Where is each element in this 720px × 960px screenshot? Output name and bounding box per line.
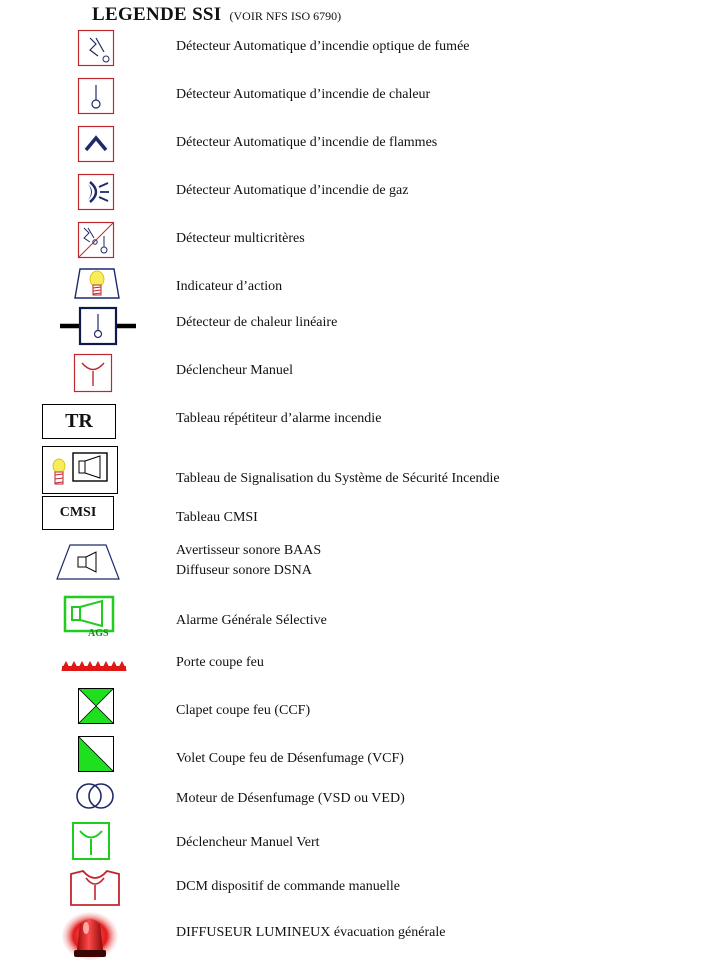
- legend-label-evacuation-beacon: DIFFUSEUR LUMINEUX évacuation générale: [176, 925, 446, 940]
- legend-label-smoke-fan-motor: Moteur de Désenfumage (VSD ou VED): [176, 791, 405, 806]
- evacuation-beacon-icon: [62, 912, 118, 960]
- page-title: [92, 4, 341, 26]
- heat-detector-icon: [78, 78, 114, 114]
- fire-door-icon: [62, 659, 126, 671]
- smoke-fan-motor-icon: [74, 782, 116, 810]
- legend-label-sounder-baas: Avertisseur sonore BAAS: [176, 543, 322, 558]
- legend-label-multicriteria-detector: Détecteur multicritères: [176, 231, 305, 246]
- flame-detector-icon: [78, 126, 114, 162]
- legend-label-green-manual-call-point: Déclencheur Manuel Vert: [176, 835, 320, 850]
- legend-label-smoke-shutter: Volet Coupe feu de Désenfumage (VCF): [176, 751, 404, 766]
- legend-label-cmsi-panel: Tableau CMSI: [176, 510, 258, 525]
- selective-alarm-box-text: AGS: [88, 628, 109, 639]
- legend-label-signalling-panel: Tableau de Signalisation du Système de Sécurité Incendie: [176, 471, 500, 486]
- legend-title: LEGENDE SSI: [92, 4, 222, 25]
- legend-subtitle: (VOIR NFS ISO 6790): [229, 9, 342, 23]
- legend-label-fire-damper: Clapet coupe feu (CCF): [176, 703, 311, 718]
- legend-label-smoke-detector: Détecteur Automatique d’incendie optique de fumée: [176, 39, 470, 54]
- legend-label-gas-detector: Détecteur Automatique d’incendie de gaz: [176, 183, 409, 198]
- selective-alarm-icon: [64, 596, 114, 632]
- green-manual-call-point-icon: [72, 822, 110, 860]
- smoke-shutter-icon: [78, 736, 114, 772]
- manual-call-point-icon: [74, 354, 112, 392]
- fire-damper-icon: [78, 688, 114, 724]
- action-indicator-icon: [74, 268, 120, 300]
- legend-label-repeater-panel: Tableau répétiteur d’alarme incendie: [176, 411, 382, 426]
- legend-label-flame-detector: Détecteur Automatique d’incendie de flammes: [176, 135, 438, 150]
- legend-label-fire-door: Porte coupe feu: [176, 655, 264, 670]
- legend-label-heat-detector: Détecteur Automatique d’incendie de chaleur: [176, 87, 431, 102]
- cmsi-panel-box-text: CMSI: [59, 505, 97, 520]
- repeater-panel-box-text: TR: [65, 410, 93, 432]
- smoke-detector-icon: [78, 30, 114, 66]
- legend-label-manual-call-point: Déclencheur Manuel: [176, 363, 293, 378]
- manual-control-device-icon: [70, 870, 120, 906]
- signalling-panel-icon: [42, 446, 118, 494]
- gas-detector-icon: [78, 174, 114, 210]
- linear-heat-detector-icon: [60, 306, 136, 346]
- legend-label-linear-heat-detector: Détecteur de chaleur linéaire: [176, 315, 338, 330]
- repeater-panel-icon: [42, 404, 116, 439]
- legend-label-sounder-dsna: Diffuseur sonore DSNA: [176, 563, 312, 578]
- cmsi-panel-icon: [42, 496, 114, 530]
- multicriteria-detector-icon: [78, 222, 114, 258]
- legend-label-manual-control-device: DCM dispositif de commande manuelle: [176, 879, 400, 894]
- legend-label-selective-alarm: Alarme Générale Sélective: [176, 613, 327, 628]
- legend-label-action-indicator: Indicateur d’action: [176, 279, 283, 294]
- sounder-icon: [56, 544, 120, 580]
